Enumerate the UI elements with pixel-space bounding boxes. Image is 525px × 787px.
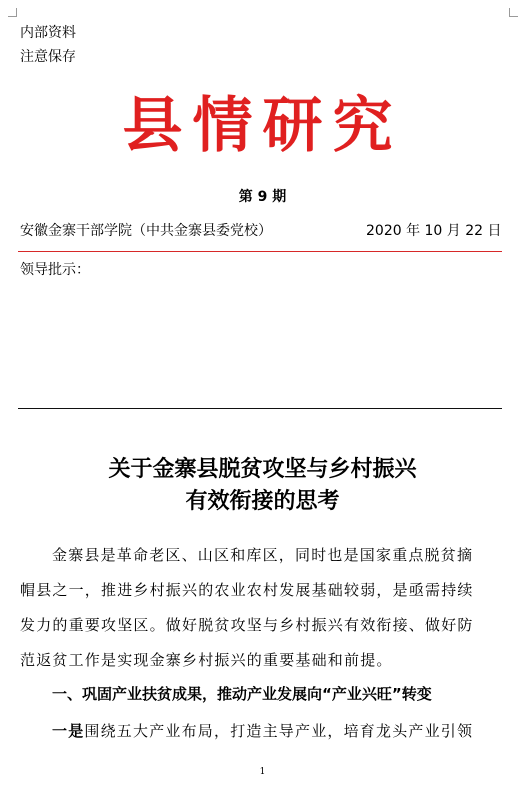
section-paragraph-line — [52, 720, 473, 741]
intro-paragraph-line: 金寨县是革命老区、山区和库区，同时也是国家重点脱贫摘 — [52, 546, 474, 564]
section-text: 围绕五大产业布局，打造主导产业，培育龙头产业引领 — [84, 722, 474, 740]
black-divider — [18, 408, 502, 409]
red-divider — [18, 251, 502, 252]
margin-corner-mark — [509, 8, 518, 17]
classification-line: 内部资料 — [20, 25, 76, 41]
intro-paragraph-line: 发力的重要攻坚区。做好脱贫攻坚与乡村振兴有效衔接、做好防 — [20, 616, 474, 634]
issue-number: 第 9 期 — [238, 189, 287, 205]
section-heading: 一、巩固产业扶贫成果，推动产业发展向“产业兴旺”转变 — [52, 685, 432, 703]
article-title: 关于金寨县脱贫攻坚与乡村振兴 — [108, 456, 417, 482]
intro-paragraph-line: 帽县之一，推进乡村振兴的农业农村发展基础较弱，是亟需持续 — [20, 581, 474, 599]
approval-label: 领导批示： — [20, 262, 90, 278]
issue-date: 2020 年 10 月 22 日 — [366, 223, 502, 239]
masthead-title: 县情研究 — [122, 91, 403, 161]
classification-line: 注意保存 — [20, 49, 76, 65]
intro-paragraph-line: 范返贫工作是实现金寨乡村振兴的重要基础和前提。 — [20, 651, 393, 669]
section-lead: 一是 — [52, 722, 85, 740]
margin-corner-mark — [8, 8, 17, 17]
issuing-organization: 安徽金寨干部学院（中共金寨县委党校） — [20, 223, 272, 239]
article-title: 有效衔接的思考 — [185, 488, 340, 514]
page-number: 1 — [259, 767, 266, 777]
